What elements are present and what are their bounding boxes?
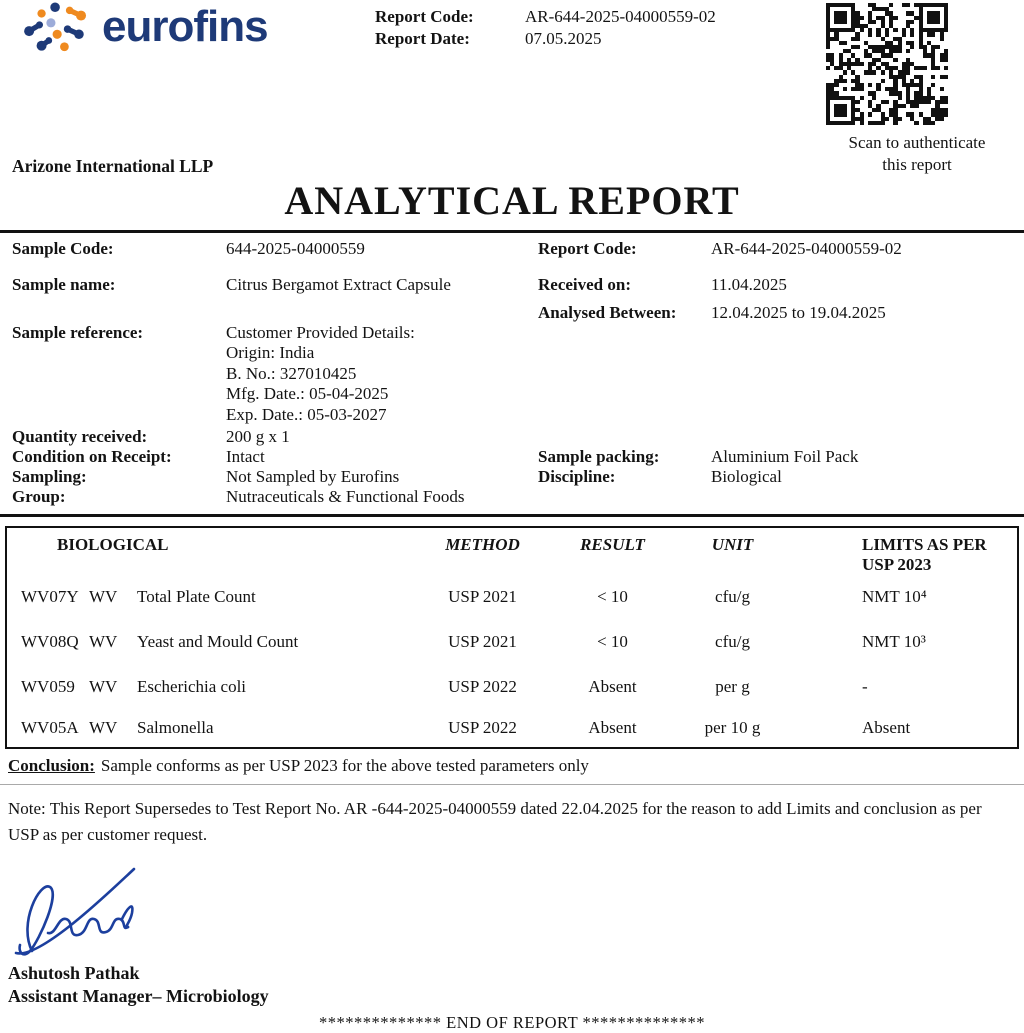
report-title: ANALYTICAL REPORT: [284, 178, 740, 223]
reference-line: Origin: India: [226, 343, 315, 363]
discipline-value: Biological: [711, 467, 782, 486]
sample-name-value: Citrus Bergamot Extract Capsule: [226, 275, 451, 294]
sampling-value: Not Sampled by Eurofins: [226, 467, 400, 486]
group-label: Group:: [12, 487, 66, 506]
group-value: Nutraceuticals & Functional Foods: [226, 487, 465, 506]
sample-info-divider: [0, 514, 1024, 517]
eurofins-logo-text: eurofins: [102, 2, 268, 51]
eurofins-logo-icon: [10, 0, 96, 54]
report-date-value: 07.05.2025: [525, 29, 602, 48]
report-code-label2: Report Code:: [538, 239, 637, 258]
col-biological: BIOLOGICAL: [57, 535, 169, 554]
table-row: WV059 WV Escherichia coli USP 2022 Absent per g -: [21, 676, 868, 696]
col-unit: UNIT: [711, 535, 754, 554]
reference-line: Customer Provided Details:: [226, 323, 415, 342]
qr-caption-line1: Scan to authenticate: [848, 133, 986, 152]
col-result: RESULT: [580, 535, 645, 554]
analysed-between-value: 12.04.2025 to 19.04.2025: [711, 303, 886, 322]
conclusion-text: Sample conforms as per USP 2023 for the above tested parameters only: [100, 756, 589, 775]
company-name: Arizone International LLP: [12, 156, 214, 176]
quantity-received-value: 200 g x 1: [226, 427, 290, 446]
table-row: WV08Q WV Yeast and Mould Count USP 2021 < 10 cfu/g NMT 10³: [21, 631, 926, 651]
report-code-value: AR-644-2025-04000559-02: [525, 7, 716, 26]
footer-stars-right: **************: [582, 1012, 705, 1032]
signatory-name: Ashutosh Pathak: [8, 962, 140, 983]
sample-info-section: [0, 233, 1024, 514]
qr-caption-line2: this report: [882, 155, 952, 174]
table-row: WV05A WV Salmonella USP 2022 Absent per 10 g Absent: [21, 718, 911, 737]
qr-block: [824, 3, 1010, 176]
supersede-note: Note: This Report Supersedes to Test Report No. AR -644-2025-04000559 dated 22.04.2025 for the reason to add Limits and conclusion as per USP as per customer request.: [8, 799, 982, 845]
condition-label: Condition on Receipt:: [12, 447, 172, 466]
sample-reference-value: [226, 323, 415, 425]
signatory-title: Assistant Manager– Microbiology: [8, 985, 269, 1006]
report-date-label: Report Date:: [375, 29, 470, 48]
sample-reference-label: Sample reference:: [12, 323, 144, 342]
discipline-label: Discipline:: [538, 467, 616, 486]
col-method: METHOD: [445, 535, 520, 554]
footer-end-text: END OF REPORT: [446, 1012, 578, 1032]
conclusion: [8, 756, 1024, 776]
sample-packing-value: Aluminium Foil Pack: [711, 447, 859, 466]
end-of-report: [0, 1013, 1024, 1033]
report-code-label: Report Code:: [375, 7, 474, 26]
signature-block: [8, 861, 1024, 1008]
results-table: [5, 526, 1019, 749]
conclusion-label: Conclusion:: [8, 756, 95, 775]
sample-code-label: Sample Code:: [12, 239, 114, 258]
qr-caption: [824, 132, 1010, 176]
eurofins-logo: [10, 0, 268, 54]
received-on-label: Received on:: [538, 275, 632, 294]
sample-packing-label: Sample packing:: [538, 447, 660, 466]
reference-line: Mfg. Date.: 05-04-2025: [226, 384, 389, 404]
condition-value: Intact: [226, 447, 265, 466]
report-code-value2: AR-644-2025-04000559-02: [711, 239, 902, 258]
sampling-label: Sampling:: [12, 467, 87, 486]
conclusion-divider: [0, 784, 1024, 785]
reference-line: Exp. Date.: 05-03-2027: [226, 404, 387, 424]
analysed-between-label: Analysed Between:: [538, 303, 677, 322]
quantity-received-label: Quantity received:: [12, 427, 148, 446]
signature-image: [10, 861, 160, 961]
sample-code-value: 644-2025-04000559: [226, 239, 365, 258]
report-meta: [375, 6, 716, 50]
results-table-header: [7, 528, 1017, 574]
qr-code: [826, 3, 948, 125]
footer-stars-left: **************: [319, 1012, 442, 1032]
reference-line: B. No.: 327010425: [226, 363, 357, 383]
received-on-value: 11.04.2025: [711, 275, 787, 294]
table-row: WV07Y WV Total Plate Count USP 2021 < 10 cfu/g NMT 10⁴: [21, 586, 927, 606]
sample-name-label: Sample name:: [12, 275, 116, 294]
col-limits: LIMITS AS PER USP 2023: [862, 535, 987, 574]
